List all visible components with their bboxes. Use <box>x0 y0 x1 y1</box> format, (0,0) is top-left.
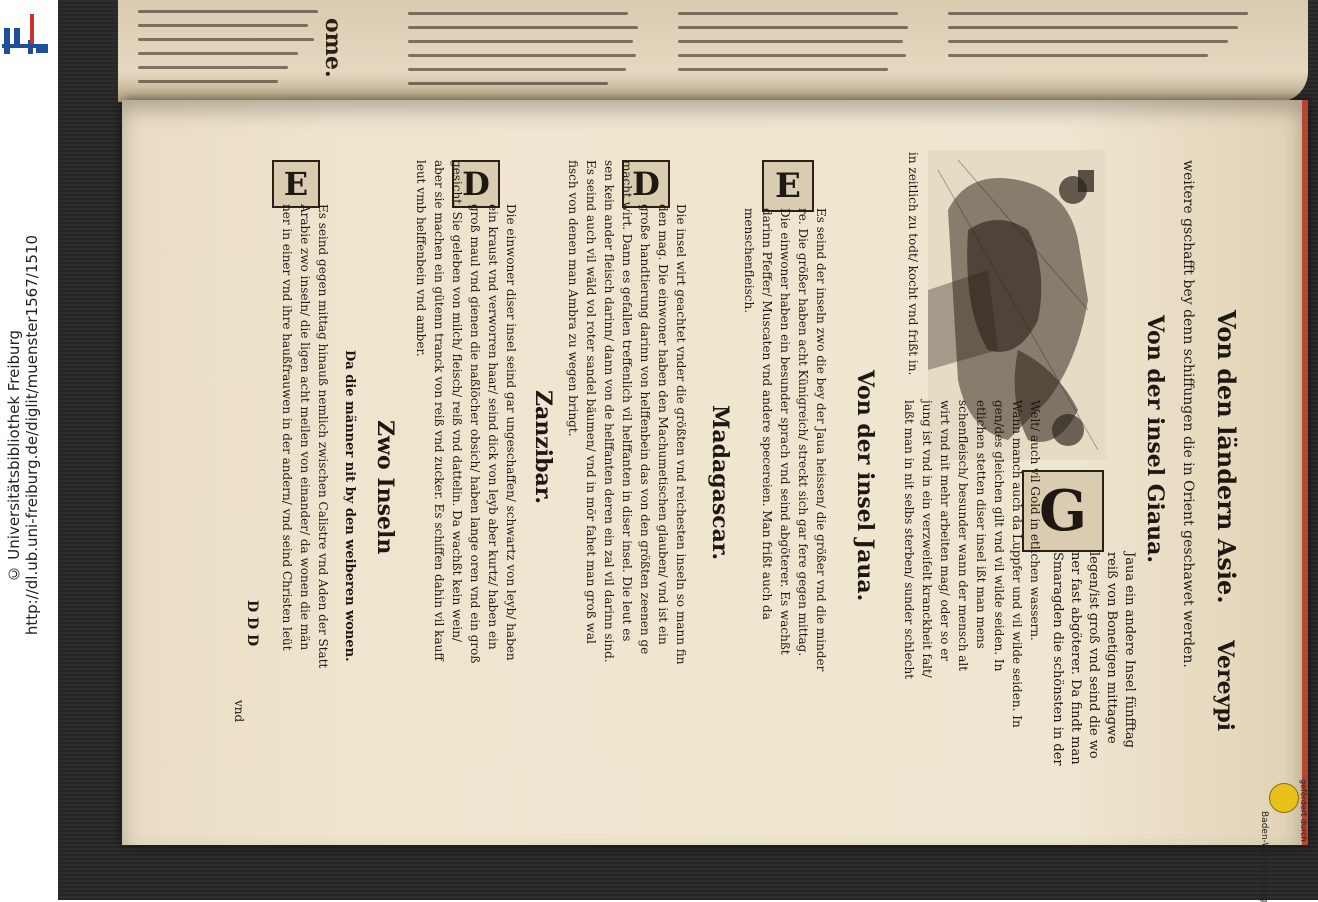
sponsor-badge[interactable] <box>1255 775 1315 902</box>
scanned-page <box>122 100 1308 845</box>
section1-line: Wann manch auch da Luppfer und vil wilde seiden. In <box>1010 400 1024 728</box>
section4-line: ein kraust vnd verworren haar/ seind dick von leyb aber kurtz/ haben ein <box>486 204 500 650</box>
section2-initial: E <box>762 160 814 212</box>
section1-line: Welt/ auch vil Gold in etlichen wassern. <box>1028 400 1042 641</box>
section2-line: darinn Pfeffer/ Muscaten vnd andere specereien. Man frißt auch da <box>760 208 774 620</box>
catchword-top: Vereypi <box>1212 640 1238 732</box>
section5-initial: E <box>272 160 320 208</box>
section1-line: laßt man in nit selbs sterben/ sunder schlecht <box>902 400 916 680</box>
section4-initial: D <box>452 160 500 208</box>
section1-line: Smaragden die schönsten in der <box>1050 552 1065 766</box>
ub-freiburg-logo-icon[interactable] <box>2 10 48 56</box>
intro-line: weitere gschafft bey denn schiffungen die in Orient geschawet werden. <box>1180 160 1196 668</box>
section1-line: Jaua ein andere Insel fünfftag <box>1122 552 1137 749</box>
section3-line: sen kein ander fleisch darinn/ dann von de helffanten deren ein zal vil darinn sind. <box>602 160 616 663</box>
section2-line: Die einwoner haben ein besunder sprach vnd seind abgöterer. Es wachßt <box>778 208 792 655</box>
baden-wuerttemberg-emblem-icon <box>1269 783 1299 813</box>
section2-line: Es seind der inseln zwo die bey der Jaua heissen/ die größer vnd die minder <box>814 208 828 672</box>
catchword-bottom: vnd <box>232 700 246 723</box>
section2-line: menschenfleisch. <box>742 208 756 314</box>
section5-line: Es seind gegen mittag hinauß nemlich zwischen Calistre vnd Aden der Statt <box>316 204 330 669</box>
section1-line: ner fast abgöterer. Da findt man <box>1068 552 1083 765</box>
section1-line: wirt vnd nit mehr arbeiten mag/ oder so er <box>938 400 952 662</box>
facing-page-title: ome. <box>320 18 346 78</box>
section3-line: Die insel wirt geachtet vnder die größten vnd reichesten inseln so mann fin <box>674 204 688 665</box>
section3-line: Es seind auch vil wäld vol roter sandel bäumen/ vnd in mör fahet man groß wal <box>584 160 598 644</box>
section3-line: den mag. Die einwoner haben den Machumetischen glauben/ vnd ist ein <box>656 204 670 645</box>
sponsor-line2: Baden-Württemberg <box>1259 811 1269 902</box>
section3-line: fisch von denen man Ambra zu wegen bringt. <box>566 160 580 437</box>
section4-line: groß maul vnd gienen die naßlöcher obsich/ haben lange oren vnd ein groß <box>468 204 482 664</box>
section3-line: große handtierung darinn von helffenbein das von den größten zeenen ge <box>638 204 652 655</box>
section3-line: macht wirt. Dann es gefallen treffenlich vil helffanten in diser insel. Die leut es <box>620 160 634 642</box>
running-head: Von den ländern Asie. <box>1212 310 1241 604</box>
section1-line: gen/des gleichen gilt vnd vil wilde seiden. In <box>992 400 1006 672</box>
section1-initial: G <box>1022 470 1104 552</box>
section4-line: Die einwoner diser insel seind gar ungeschaffen/ schwartz von leyb/ haben <box>504 204 518 661</box>
section4-heading: Zanzibar. <box>530 390 556 505</box>
section1-line: schenfleisch/ besunder wann der mensch alt <box>956 400 970 672</box>
document-url[interactable]: http://dl.ub.uni-freiburg.de/diglit/muenster1567/1510 <box>23 235 41 636</box>
sponsor-line1: gefördert durch <box>1299 779 1308 842</box>
section2-heading: Von der insel Jaua. <box>852 370 878 602</box>
signature-mark: D D D <box>244 600 260 647</box>
section5-line: ner in einer vnd ihre haußfrauwen in der andern/ vnd seind Christen leüt <box>280 204 294 651</box>
section5-heading: Zwo Inseln <box>372 420 398 555</box>
section3-initial: D <box>622 160 670 208</box>
viewer-sidebar <box>0 0 59 900</box>
section1-line: jung ist vnd in ein verzweifelt kranckheit falt/ <box>920 400 934 678</box>
section1-line: legen/ist groß vnd seind die wo <box>1086 552 1101 759</box>
section4-line: gesicht. Sie geleben von milch/ fleisch/ reiß vnd dattelin. Da wachßt kein wein/ <box>450 160 464 642</box>
section2-line: re. Die größer haben acht Künigreich/ streckt sich gar fere gegen mittag. <box>796 208 810 657</box>
section4-line: leut vmb helffenbein vnd amber. <box>414 160 428 357</box>
section1-line: reiß von Bonetigen mittagwe <box>1104 552 1119 744</box>
facing-page <box>118 0 1308 102</box>
copyright-notice: © Universitätsbibliothek Freiburg <box>5 330 23 583</box>
scan-viewport <box>58 0 1318 900</box>
section1-heading: Von der insel Giaua. <box>1142 315 1168 564</box>
section1-line: etlichen stetten diser insel ißt man mens <box>974 400 988 649</box>
section5-subheading: Da die männer nit by den weiberen wonen. <box>342 350 357 662</box>
section1-line: in zeitlich zu todt/ kocht vnd frißt in. <box>906 152 920 376</box>
section4-line: aber sie machen ein gütenn tranck von reiß vnd zucker. Es schiffen dahin vil kauff <box>432 160 446 661</box>
section3-heading: Madagascar. <box>707 405 733 561</box>
section5-line: Arabie zwo inseln/ die ligen acht meilen von einander/ da wonen die män <box>298 204 312 651</box>
